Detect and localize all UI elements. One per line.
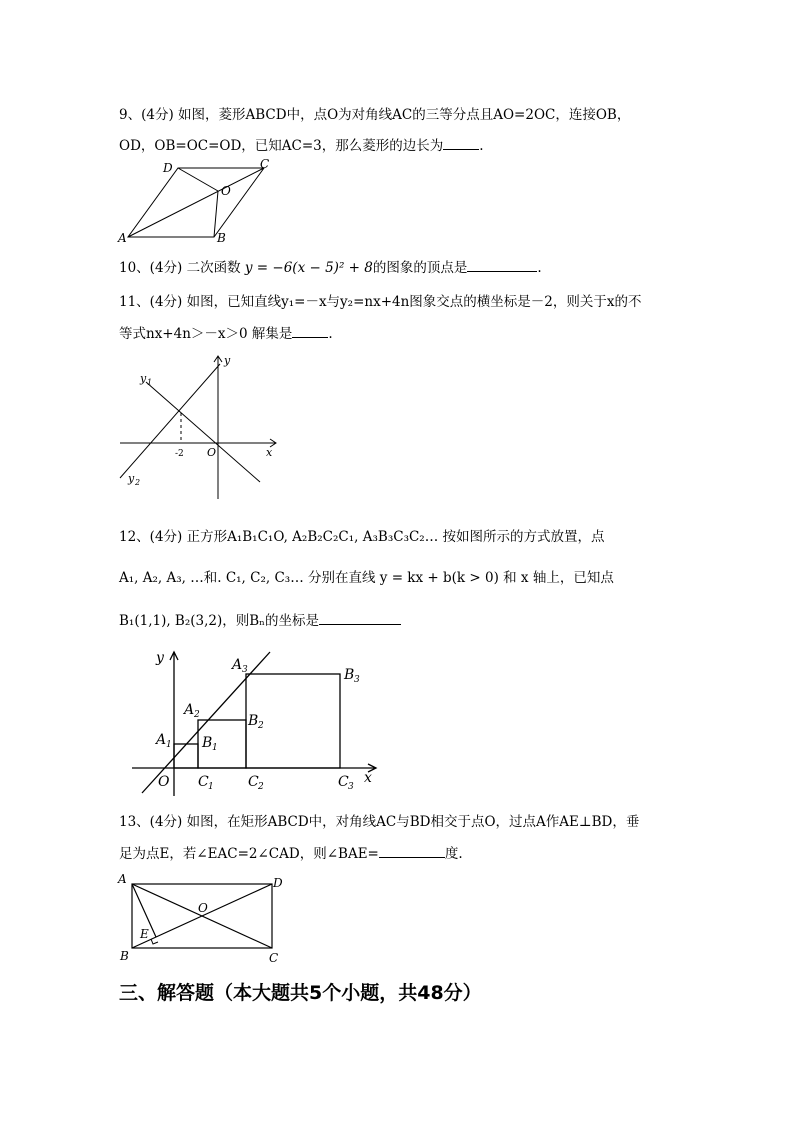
q13-text-line2 (119, 842, 463, 862)
q9-line2-text: OD，OB=OC=OD，已知AC=3，那么菱形的边长为 (119, 138, 444, 154)
q11-label-y2: y (128, 472, 135, 485)
q12-label-o: O (158, 774, 170, 790)
q12-label-a3: A (232, 657, 243, 673)
q10-answer-blank[interactable] (467, 257, 537, 272)
q13-label-o: O (198, 901, 208, 915)
q9-text-line2 (119, 134, 484, 154)
q11-label-y1-sub: 1 (147, 378, 153, 387)
q11-label-y-axis: y (224, 354, 231, 367)
q11-line2-text: 等式nx+4n＞－x＞0 解集是 (119, 326, 293, 342)
q9-label-d: D (163, 161, 173, 175)
q13-line2-text: 足为点E，若∠EAC=2∠CAD，则∠BAE= (119, 846, 379, 862)
q12-answer-blank[interactable] (319, 610, 401, 625)
q12-label-b2: B (248, 713, 259, 729)
q12-label-c1: C (198, 774, 209, 790)
q13-label-a: A (118, 872, 127, 886)
q12-line3-text: B₁(1,1), B₂(3,2)，则Bₙ的坐标是 (119, 613, 320, 629)
q9-label-o: O (221, 184, 231, 198)
q12-label-c3-sub: 3 (348, 782, 354, 792)
q12-label-a2: A (184, 702, 195, 718)
q13-label-e: E (140, 927, 149, 941)
q12-label-c1-sub: 1 (208, 782, 214, 792)
q11-text-line1: 11、(4分) 如图，已知直线y₁=－x与y₂=nx+4n图象交点的横坐标是－2，则关于x的不 (119, 294, 642, 310)
q13-rectangle-figure (118, 872, 294, 964)
q11-text-line2 (119, 322, 333, 342)
q12-label-c2: C (248, 774, 259, 790)
q12-label-c2-sub: 2 (258, 782, 264, 792)
q9-rhombus-figure (118, 156, 278, 246)
q12-label-x: x (364, 770, 372, 786)
q9-text-line1: 9、(4分) 如图，菱形ABCD中，点O为对角线AC的三等分点且AO=2OC，连接OB， (119, 107, 631, 123)
q12-squares-figure (128, 650, 388, 798)
q10-formula: y = −6(x − 5)² + 8 (244, 260, 373, 276)
q13-label-b: B (120, 949, 129, 963)
q9-answer-blank[interactable] (443, 135, 479, 150)
q13-label-d: D (273, 876, 283, 890)
section3-heading: 三、解答题（本大题共5个小题，共48分） (119, 982, 482, 1004)
q13-line2-end: 度. (444, 846, 463, 862)
q12-label-a1: A (156, 732, 167, 748)
q9-label-b: B (217, 231, 226, 245)
q10-prefix: 10、(4分) 二次函数 (119, 260, 241, 276)
q10-suffix: 的图象的顶点是 (372, 260, 468, 276)
q12-label-a1-sub: 1 (166, 740, 172, 750)
q13-label-c: C (269, 951, 279, 965)
q11-label-y1: y (140, 372, 147, 385)
q11-label-origin: O (207, 446, 217, 459)
q12-label-a2-sub: 2 (194, 710, 200, 720)
q11-label-tick: -2 (175, 449, 184, 459)
q11-label-x-axis: x (266, 446, 273, 459)
q11-label-y2-sub: 2 (135, 478, 141, 487)
q11-graph-figure (118, 352, 278, 502)
q12-label-y: y (156, 650, 164, 666)
q11-line2-end: . (328, 326, 333, 342)
q10-end: . (537, 260, 542, 276)
q12-label-b1: B (202, 735, 213, 751)
q12-text-line3 (119, 609, 401, 629)
q9-label-c: C (260, 157, 270, 171)
q12-label-a3-sub: 3 (242, 665, 248, 675)
q12-label-b3: B (344, 667, 355, 683)
q13-answer-blank[interactable] (379, 843, 445, 858)
q12-text-line2: A₁, A₂, A₃, …和. C₁, C₂, C₃… 分别在直线 y = kx + b(k > 0) 和 x 轴上，已知点 (119, 570, 614, 586)
q9-label-a: A (118, 231, 127, 245)
q12-label-b1-sub: 1 (212, 743, 218, 753)
q12-text-line1: 12、(4分) 正方形A₁B₁C₁O, A₂B₂C₂C₁, A₃B₃C₃C₂… 按如图所示的方式放置，点 (119, 529, 605, 545)
q13-text-line1: 13、(4分) 如图，在矩形ABCD中，对角线AC与BD相交于点O，过点A作AE⊥BD，垂 (119, 814, 640, 830)
q11-answer-blank[interactable] (292, 323, 328, 338)
q12-label-c3: C (338, 774, 349, 790)
q10-text (119, 256, 542, 276)
q12-label-b2-sub: 2 (258, 721, 264, 731)
q9-line2-end: . (479, 138, 484, 154)
q12-label-b3-sub: 3 (354, 675, 360, 685)
